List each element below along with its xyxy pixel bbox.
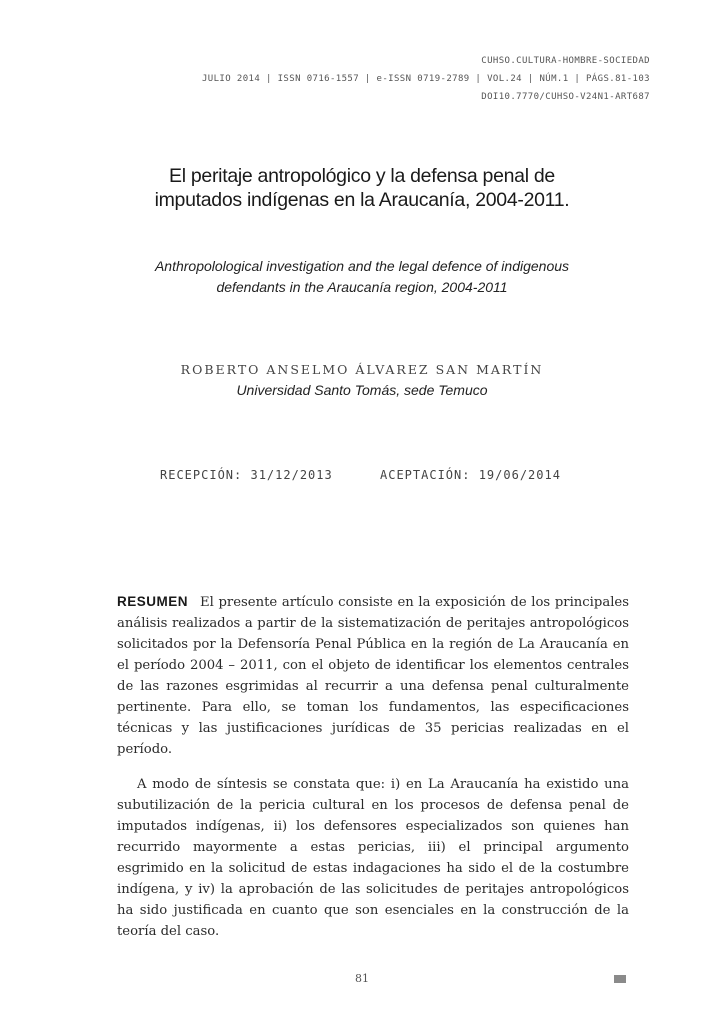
- page-number: 81: [355, 972, 369, 985]
- abstract-label: RESUMEN: [117, 594, 189, 609]
- english-title-line-1: Anthropolological investigation and the legal defence of indigenous: [154, 258, 570, 274]
- title-line-2: imputados indígenas en la Araucanía, 2004-2011.: [154, 189, 570, 211]
- article-title: [60, 164, 664, 212]
- issue-info: JULIO 2014 | ISSN 0716-1557 | e-ISSN 0719-2789 | VOL.24 | NÚM.1 | PÁGS.81-103: [201, 74, 650, 84]
- abstract: [117, 591, 629, 942]
- english-title: [60, 256, 664, 298]
- title-line-1: El peritaje antropológico y la defensa penal de: [169, 165, 555, 187]
- abstract-paragraph-2: A modo de síntesis se constata que: i) en La Araucanía ha existido una subutilización de la pericia cultural en los procesos de defensa penal de imputados indígenas, ii) los defensores especializados son quienes han recurrido mayormente a estas pericias, iii) el principal argumento esgrimido en la solicitud de estas indagaciones ha sido el de la costumbre indígena, y iv) la aprobación de las solicitudes de peritajes antropológicos ha sido justificada en cuanto que son esenciales en la construcción de la teoría del caso.: [117, 777, 629, 939]
- submission-dates: [160, 468, 561, 482]
- abstract-paragraph-1-text: El presente artículo consiste en la exposición de los principales análisis realizados a partir de la sistematización de peritajes antropológicos solicitados por la Defensoría Penal Pública en la región de La Araucanía en el período 2004 – 2011, con el objeto de identificar los elementos centrales de las razones esgrimidas al recurrir a una defensa penal culturalmente pertinente. Para ello, se toman los fundamentos, las especificaciones técnicas y las justificaciones jurídicas de 35 pericias realizadas en el período.: [117, 595, 629, 757]
- acceptance-date: ACEPTACIÓN: 19/06/2014: [380, 468, 561, 482]
- english-title-line-2: defendants in the Araucanía region, 2004-2011: [216, 279, 508, 295]
- author-affiliation: Universidad Santo Tomás, sede Temuco: [236, 382, 488, 398]
- doi: DOI10.7770/CUHSO-V24N1-ART687: [481, 92, 650, 102]
- abstract-paragraph-1: [117, 591, 629, 760]
- author-name: ROBERTO ANSELMO ÁLVAREZ SAN MARTÍN: [180, 362, 544, 377]
- reception-date: RECEPCIÓN: 31/12/2013: [160, 468, 333, 482]
- journal-header: [202, 52, 650, 106]
- page-marker: [614, 975, 626, 983]
- journal-name: CUHSO.CULTURA-HOMBRE-SOCIEDAD: [481, 56, 650, 66]
